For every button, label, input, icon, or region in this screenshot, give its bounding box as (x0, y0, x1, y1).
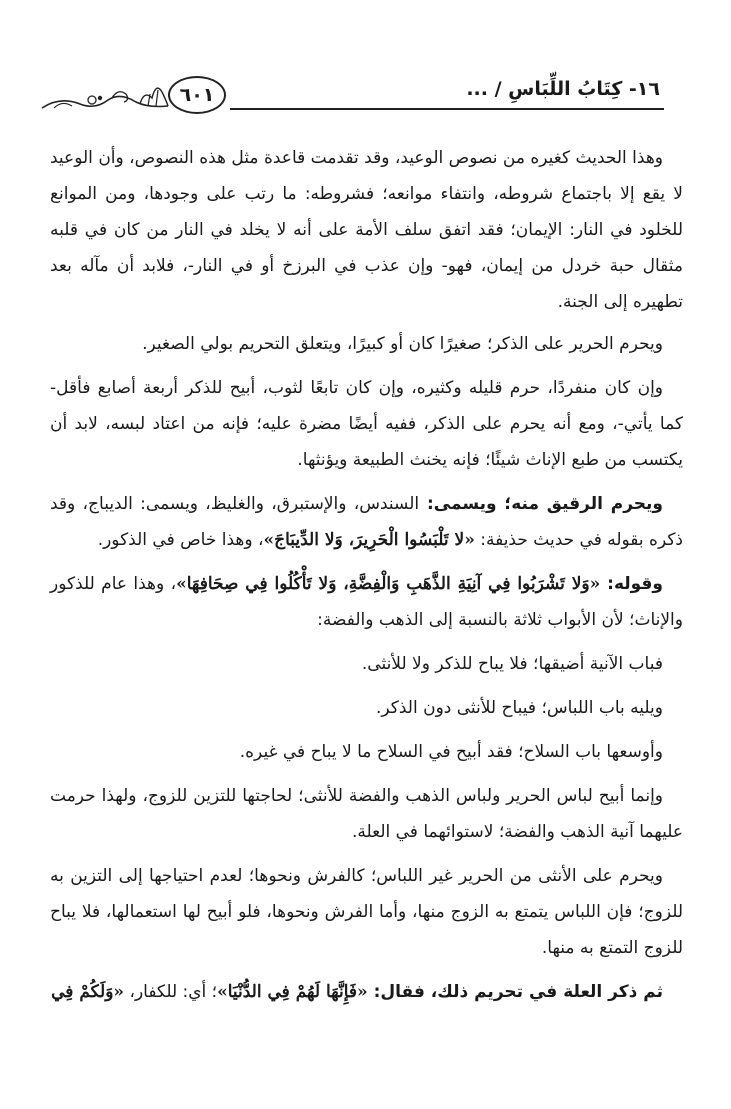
paragraph: ويليه باب اللباس؛ فيباح للأنثى دون الذكر. (375, 698, 663, 718)
paragraph: ويحرم على الأنثى من الحرير غير اللباس؛ كالفرش ونحوها؛ لعدم احتياجها إلى التزين به للزوج؛ فإن اللباس يتمتع به الزوج منها، وأما الفرش ونحوها، فلو أبيح لها استعمالها، فلا يباح للزوج التمتع به منها. (50, 866, 683, 958)
page-number: ٦٠١ (179, 84, 215, 106)
paragraph-text: ؛ أي: للكفار، (124, 982, 218, 1002)
hadith-quote: «فَإِنَّهَا لَهُمْ فِي الدُّنْيَا» (217, 982, 368, 1002)
paragraph: ويحرم الحرير على الذكر؛ صغيرًا كان أو كبيرًا، ويتعلق التحريم بولي الصغير. (142, 334, 663, 354)
paragraph-lead: وقوله: (600, 574, 663, 594)
paragraph (50, 486, 683, 558)
paragraph-text: ، وهذا خاص في الذكور. (97, 530, 264, 550)
hadith-quote: «لا تَلْبَسُوا الْحَرِيرَ، وَلا الدِّيبَاجَ» (263, 530, 475, 550)
floral-ornament-icon (40, 70, 170, 118)
hadith-quote: «وَلَكُمْ فِي (51, 982, 125, 1002)
page-number-badge (168, 76, 228, 116)
paragraph (50, 566, 683, 638)
header-rule (230, 108, 664, 110)
hadith-quote: «وَلا تَشْرَبُوا فِي آنِيَةِ الذَّهَبِ وَالْفِضَّةِ، وَلا تَأْكُلُوا فِي صِحَافِهَا» (176, 574, 601, 594)
running-title: ١٦- كِتَابُ اللِّبَاسِ / ... (466, 78, 660, 100)
paragraph: فباب الآنية أضيقها؛ فلا يباح للذكر ولا للأنثى. (361, 654, 663, 674)
page-body (50, 140, 683, 1018)
paragraph-text: ، وهذا عام للذكور والإناث؛ لأن الأبواب ثلاثة بالنسبة إلى الذهب والفضة: (50, 574, 683, 630)
paragraph: وإن كان منفردًا، حرم قليله وكثيره، وإن كان تابعًا لثوب، أبيح للذكر أربعة أصابع فأقل- كما يأتي-، ومع أنه يحرم على الذكر، ففيه أيضًا مضرة عليه؛ فإنه من اعتاد لبسه، لابد أن يكتسب من طبع الإناث شيئًا؛ فإنه يخنث الطبيعة ويؤنثها. (50, 378, 683, 470)
paragraph-text: السندس، والإستبرق، والغليظ، ويسمى: الديباج، وقد ذكره بقوله في حديث حذيفة: (50, 494, 683, 550)
paragraph: وأوسعها باب السلاح؛ فقد أبيح في السلاح ما لا يباح في غيره. (239, 742, 663, 762)
paragraph-lead: ويحرم الرقيق منه؛ ويسمى: (419, 494, 664, 514)
paragraph: وإنما أبيح لباس الحرير ولباس الذهب والفضة للأنثى؛ لحاجتها للتزين للزوج، ولهذا حرمت عليهما آنية الذهب والفضة؛ لاستوائهما في العلة. (50, 786, 683, 842)
paragraph: وهذا الحديث كغيره من نصوص الوعيد، وقد تقدمت قاعدة مثل هذه النصوص، وأن الوعيد لا يقع إلا باجتماع شروطه، وانتفاء موانعه؛ فشروطه: ما رتب على وجودها، ومن الموانع للخلود في النار: الإيمان؛ فقد اتفق سلف الأمة على أنه لا يخلد في النار من كان في قلبه مثقال حبة خردل من إيمان، فهو- وإن عذب في البرزخ أو في النار-، فلابد أن مآله بعد تطهيره إلى الجنة. (50, 148, 683, 312)
paragraph (50, 974, 683, 1010)
page-header (40, 70, 700, 118)
paragraph-lead: ثم ذكر العلة في تحريم ذلك، فقال: (367, 982, 663, 1002)
